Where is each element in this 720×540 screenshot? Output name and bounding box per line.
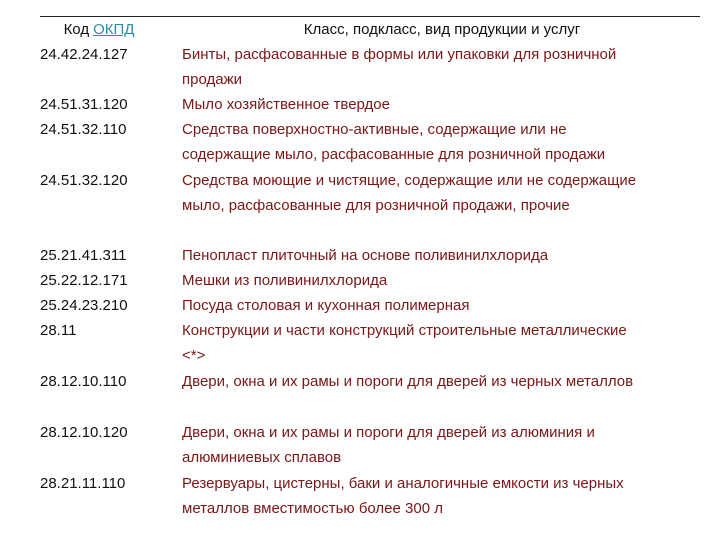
row-code: 28.12.10.120 — [40, 424, 128, 441]
row-description-line: Бинты, расфасованные в формы или упаковки для розничной — [182, 46, 617, 63]
row-description — [182, 169, 702, 218]
row-description-line: алюминиевых сплавов — [182, 448, 342, 466]
row-code: 24.51.31.120 — [40, 96, 128, 113]
row-description-line: Резервуары, цистерны, баки и аналогичные емкости из черных — [182, 475, 624, 492]
okpd-link[interactable]: ОКПД — [93, 21, 135, 38]
row-description-line: Мешки из поливинилхлорида — [182, 272, 388, 289]
row-code: 24.42.24.127 — [40, 46, 128, 63]
row-code: 28.12.10.110 — [40, 373, 127, 390]
row-code: 25.22.12.171 — [40, 272, 128, 289]
row-description-line: <*> — [182, 346, 206, 364]
table-top-border — [40, 16, 700, 17]
row-description — [182, 43, 702, 92]
row-description-line: Средства моющие и чистящие, содержащие или не содержащие — [182, 172, 637, 189]
row-description-line: мыло, расфасованные для розничной продажи, прочие — [182, 196, 570, 214]
row-description — [182, 370, 702, 395]
row-description — [182, 294, 702, 319]
row-code: 25.21.41.311 — [40, 247, 127, 264]
header-code-label: Код — [63, 21, 90, 38]
row-description-line: Двери, окна и их рамы и пороги для дверей из черных металлов — [182, 373, 634, 390]
row-description — [182, 244, 702, 269]
row-code: 24.51.32.120 — [40, 172, 128, 189]
row-description — [182, 319, 702, 368]
row-description-line: Посуда столовая и кухонная полимерная — [182, 297, 470, 314]
header-class: Класс, подкласс, вид продукции и услуг — [303, 21, 581, 38]
row-description-line: Конструкции и части конструкций строительные металлические — [182, 322, 627, 339]
row-code: 28.11 — [40, 322, 77, 339]
row-description-line: Средства поверхностно-активные, содержащие или не — [182, 121, 567, 138]
row-description-line: содержащие мыло, расфасованные для розничной продажи — [182, 145, 606, 163]
row-description — [182, 421, 702, 470]
row-description-line: продажи — [182, 70, 242, 88]
row-description-line: Двери, окна и их рамы и пороги для дверей из алюминия и — [182, 424, 595, 441]
row-description — [182, 118, 702, 167]
row-description — [182, 472, 702, 521]
header-code — [40, 21, 158, 39]
row-description — [182, 269, 702, 294]
row-description-line: Мыло хозяйственное твердое — [182, 96, 390, 113]
row-description-line: металлов вместимостью более 300 л — [182, 499, 443, 517]
row-code: 24.51.32.110 — [40, 121, 127, 138]
row-code: 25.24.23.210 — [40, 297, 128, 314]
row-description-line: Пенопласт плиточный на основе поливинилхлорида — [182, 247, 549, 264]
row-description — [182, 93, 702, 118]
row-code: 28.21.11.110 — [40, 475, 126, 492]
